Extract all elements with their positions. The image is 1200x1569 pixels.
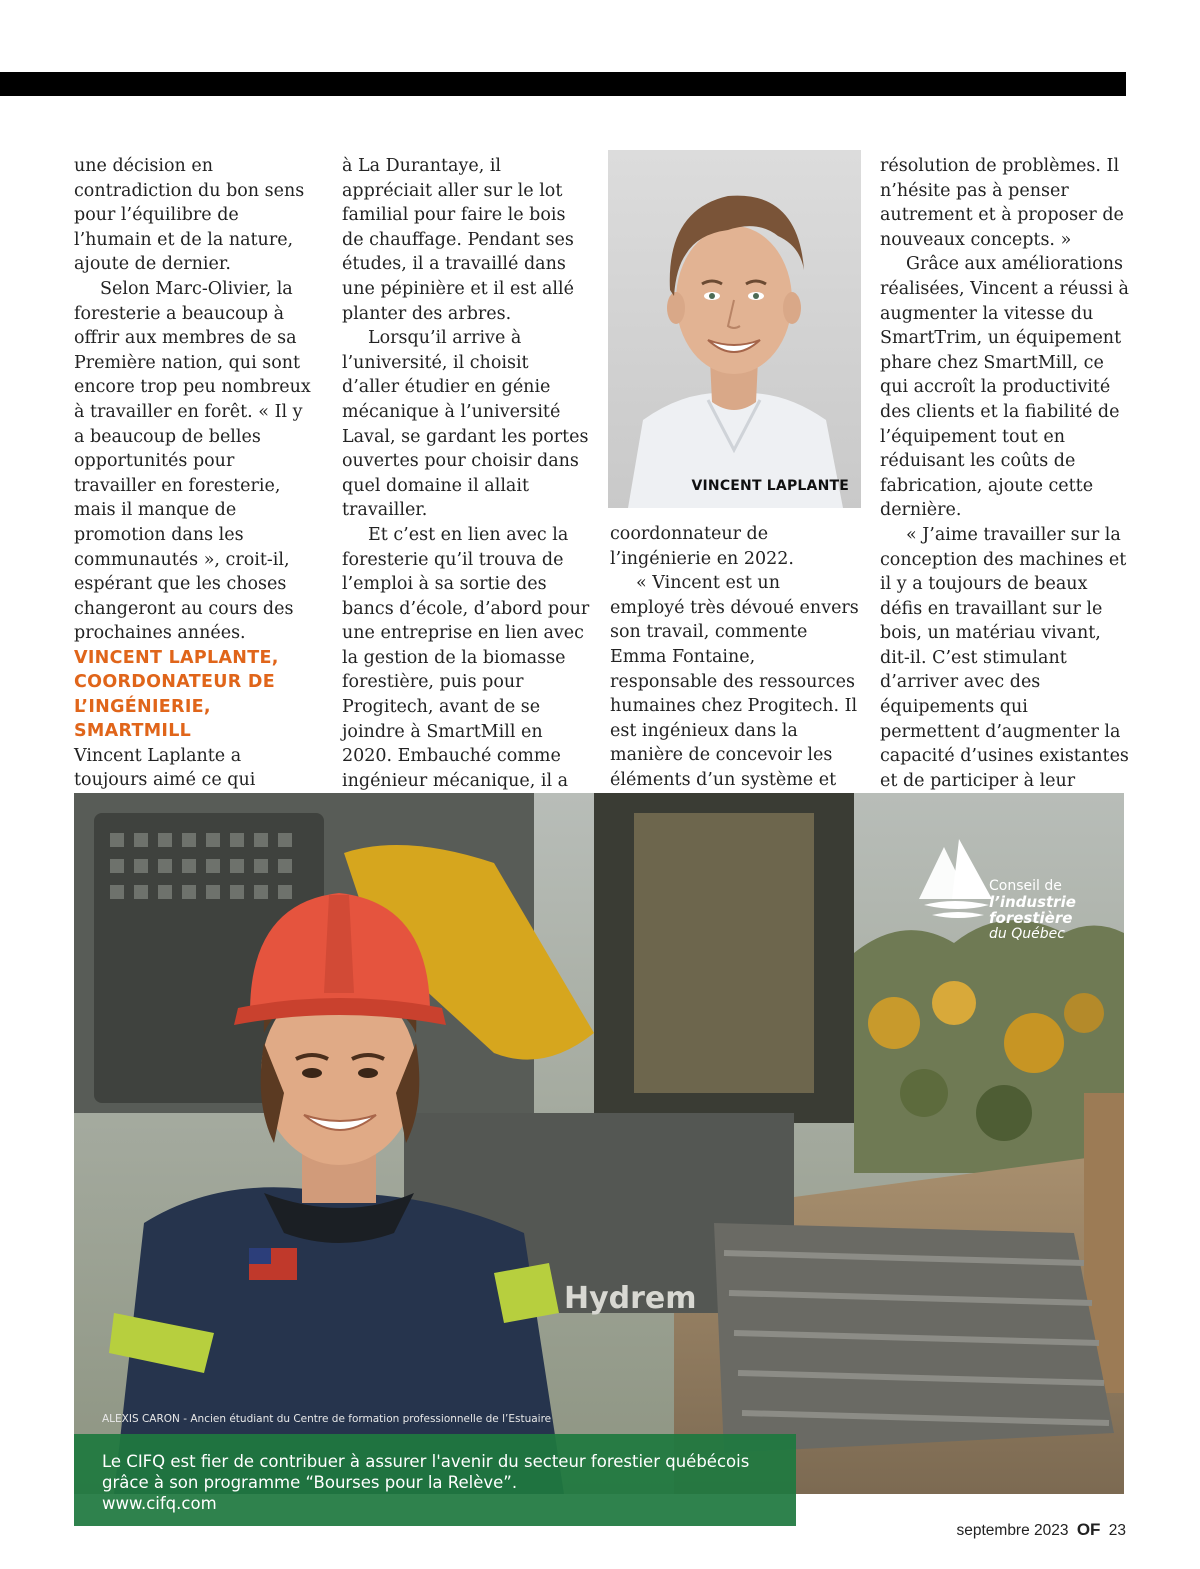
cifq-logo-wordmark [989,878,1076,942]
page-footer [956,1520,1126,1540]
paragraph: « Vincent est un employé très dévoué envers son travail, commente Emma Fontaine, responsable des ressources humaines chez Progitech. Il est ingénieux dans la manière de concevoir les éléments d’un système et [610,573,859,790]
logo-line: du Québec [989,926,1065,942]
ad-banner [74,1434,796,1526]
paragraph: Grâce aux améliorations réalisées, Vincent a réussi à augmenter la vitesse du SmartTrim, un équipement phare chez SmartMill, ce qui accroît la productivité des clients et la fiabilité de l’équipement tout en réduisant les coûts de fabrication, ajoute cette dernière. [880,254,1129,521]
paragraph: Selon Marc-Olivier, la foresterie a beaucoup à offrir aux membres de sa Première nation, qui sont encore trop peu nombreux à travailler en forêt. « Il y a beaucoup de belles opportunités pour travailler en foresterie, mais il manque de promotion dans les communautés », croit-il, espérant que les choses changeront au cours des prochaines années. [74,278,311,644]
cifq-advertisement [74,793,1124,1513]
paragraph: résolution de problèmes. Il n’hésite pas à penser autrement et à proposer de nouveaux concepts. » [880,156,1124,250]
closing-quote-text: « J’aime travailler sur la conception des machines et il y a toujours de beaux défis en travaillant sur le bois, un matériau vivant, dit-il. C’est stimulant d’arriver avec des équipements qui permettent d’augmenter la capacité d’usines existantes et de participer à leur [880,524,1129,791]
magazine-logo: OF [1076,1520,1101,1539]
portrait-photo [608,150,861,508]
paragraph: Lorsqu’il arrive à l’université, il choisit d’aller étudier en génie mécanique à l’université Laval, se gardant les portes ouvertes pour choisir dans quel domaine il allait travailler. [342,328,589,521]
article-column-4 [880,154,1130,818]
logo-line: Conseil de [989,878,1062,894]
paragraph: Et c’est en lien avec la foresterie qu’il trouva de l’emploi à sa sortie des bancs d’école, d’abord pour une entreprise en lien avec la gestion de la biomasse forestière, puis pour Progitech, avant de se joindre à SmartMill en 2020. Embauché comme ingénieur mécanique, il a [342,524,590,791]
paragraph: à La Durantaye, il appréciait aller sur le lot familial pour faire le bois de chauffage. Pendant ses études, il a travaillé dans une pépinière et il est allé planter des arbres. [342,156,574,324]
issue-date: septembre 2023 [956,1522,1069,1539]
article-column-3 [610,522,860,817]
header-bar [0,72,1126,96]
logo-line: forestière [989,909,1073,927]
banner-line: grâce à son programme “Bourses pour la Relève”. [102,1473,518,1492]
banner-url-link[interactable]: www.cifq.com [102,1494,217,1513]
machine-brand: Hydrem [564,1281,697,1316]
section-subhead: VINCENT LAPLANTE, COORDONATEUR DE L’INGÉNIERIE, SMARTMILL [74,647,279,742]
page-number: 23 [1108,1522,1126,1539]
banner-line: Le CIFQ est fier de contribuer à assurer l'avenir du secteur forestier québécois [102,1452,750,1471]
logo-line: l’industrie [989,893,1076,911]
portrait-illustration [608,150,861,508]
paragraph: Vincent Laplante a toujours aimé ce qui [74,745,256,791]
paragraph: coordonnateur de l’ingénierie en 2022. [610,524,794,569]
article-column-1 [74,154,314,842]
portrait-caption: VINCENT LAPLANTE [691,478,849,494]
paragraph: une décision en contradiction du bon sens pour l’équilibre de l’humain et de la nature, ajoute de dernier. [74,156,305,275]
photo-credit: ALEXIS CARON - Ancien étudiant du Centre de formation professionnelle de l’Estuaire [102,1413,552,1425]
paragraph [880,523,1130,818]
article-column-2 [342,154,590,843]
